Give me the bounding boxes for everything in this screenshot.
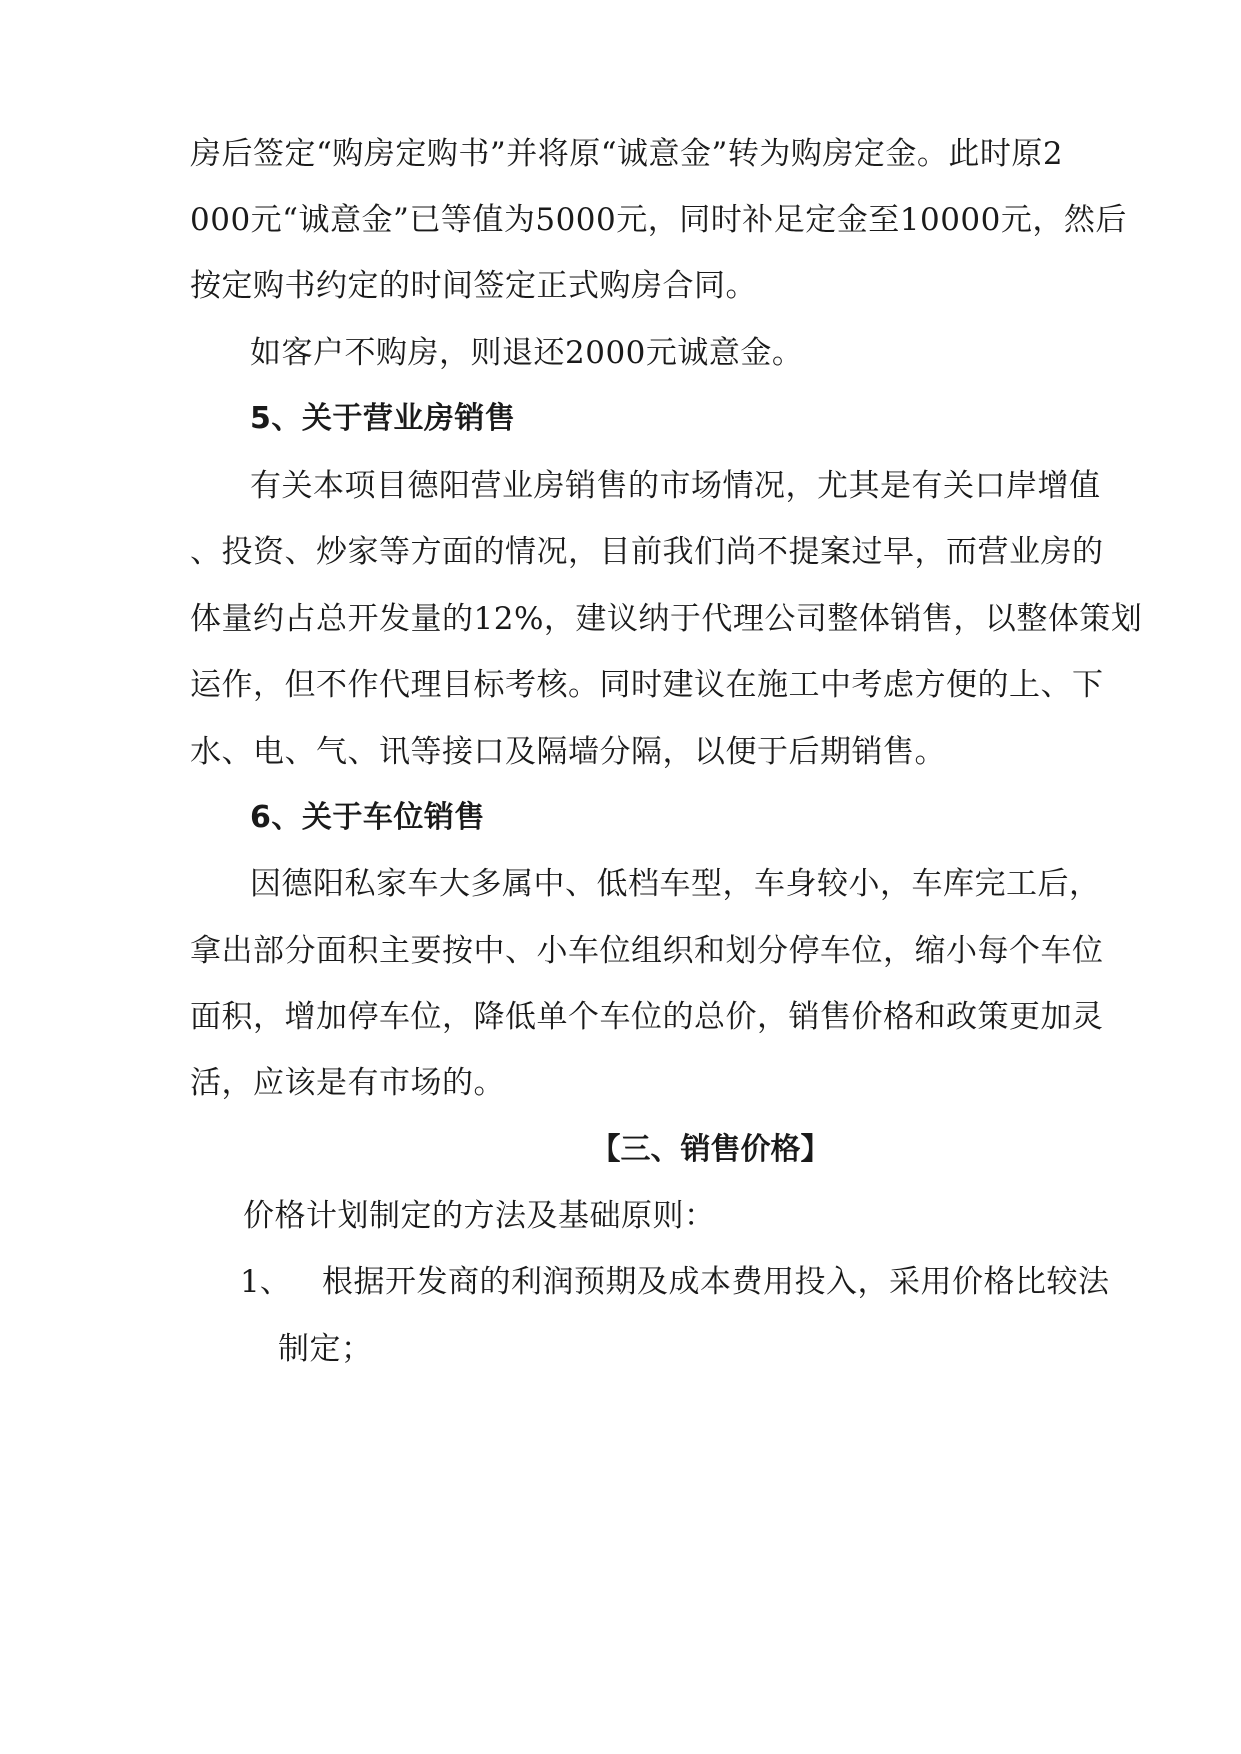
section5-line: 水、电、气、讯等接口及隔墙分隔，以便于后期销售。 [190, 734, 946, 770]
item1-number: 1、 [240, 1264, 291, 1300]
item1-text: 根据开发商的利润预期及成本费用投入，采用价格比较法 [322, 1264, 1110, 1300]
section5-line: 体量约占总开发量的12%，建议纳于代理公司整体销售，以整体策划 [190, 601, 1143, 637]
section6-heading: 6、关于车位销售 [250, 800, 485, 835]
section6-line: 拿出部分面积主要按中、小车位组织和划分停车位，缩小每个车位 [190, 933, 1104, 969]
section5-line: 、投资、炒家等方面的情况，目前我们尚不提案过早，而营业房的 [190, 534, 1104, 570]
section6-line: 因德阳私家车大多属中、低档车型，车身较小，车库完工后， [250, 866, 1101, 902]
paragraph-line: 000元“诚意金”已等值为5000元，同时补足定金至10000元，然后 [190, 202, 1127, 238]
section6-line: 活，应该是有市场的。 [190, 1065, 505, 1101]
part3-title: 【三、销售价格】 [590, 1132, 831, 1167]
price-intro: 价格计划制定的方法及基础原则： [243, 1198, 716, 1234]
paragraph-line: 房后签定“购房定购书”并将原“诚意金”转为购房定金。此时原2 [190, 136, 1064, 172]
paragraph-line: 按定购书约定的时间签定正式购房合同。 [190, 268, 757, 304]
section6-line: 面积，增加停车位，降低单个车位的总价，销售价格和政策更加灵 [190, 999, 1104, 1035]
section5-heading: 5、关于营业房销售 [250, 401, 516, 436]
item1-text-cont: 制定； [278, 1331, 373, 1367]
refund-paragraph: 如客户不购房，则退还2000元诚意金。 [250, 335, 804, 371]
section5-line: 运作，但不作代理目标考核。同时建议在施工中考虑方便的上、下 [190, 667, 1104, 703]
section5-line: 有关本项目德阳营业房销售的市场情况，尤其是有关口岸增值 [250, 468, 1101, 504]
